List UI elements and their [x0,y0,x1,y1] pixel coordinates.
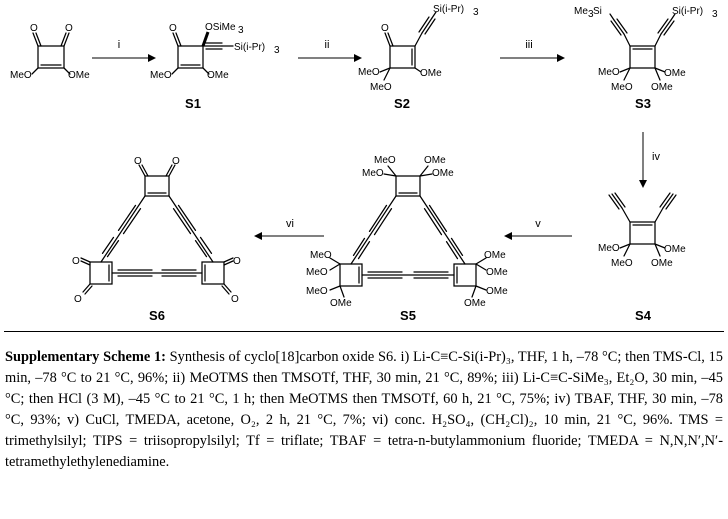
arrow-step-i [92,39,156,62]
svg-text:iii: iii [525,39,533,51]
label-s3: S3 [635,96,651,111]
svg-text:OMe: OMe [484,250,506,261]
svg-text:OMe: OMe [486,267,508,278]
svg-text:OMe: OMe [420,68,442,79]
svg-text:MeO: MeO [310,250,332,261]
svg-text:MeO: MeO [358,67,380,78]
svg-text:O: O [30,23,38,34]
svg-text:Si(i-Pr): Si(i-Pr) [234,42,266,53]
svg-text:MeO: MeO [370,82,392,93]
svg-text:MeO: MeO [362,168,384,179]
svg-text:MeO: MeO [374,155,396,166]
svg-text:3: 3 [274,45,280,56]
svg-text:O: O [231,294,239,305]
svg-text:3: 3 [588,9,594,20]
caption-body: Synthesis of cyclo[18]carbon oxide S6. i) Li-C≡C-Si(i-Pr)₃, THF, 1 h, –78 °C; then TMS-Cl, 15 min, –78 °C to 21 °C, 96%; ii) MeOTMS then TMSOTf, THF, 30 min, 21 °C, 89%; iii) Li-C≡C-SiMe₃, Et₂O, 30 min, –45 °C; then HCl (3 M), –45 °C to 21 °C, 1 h; then MeOTMS then TMSOTf, 60 h, 21 °C, 75%; iv) TBAF, THF, 30 min, –78 °C, 93%; v) CuCl, TMEDA, acetone, O₂, 2 h, 21 °C, 7%; vi) conc. H₂SO₄, (CH₂Cl)₂, 10 min, 21 °C, 96%. TMS = trimethylsilyl; TIPS = triisopropylsilyl; Tf = triflate; TBAF = tetra-n-butylammonium fluoride; TMEDA = N,N,N′,N′-tetramethylethylenediamine. [5,349,723,470]
label-s4: S4 [635,308,651,323]
svg-text:O: O [65,23,73,34]
svg-text:3: 3 [473,7,479,18]
svg-text:MeO: MeO [598,243,620,254]
compound-s5 [306,155,508,323]
compound-s3 [574,6,718,111]
svg-text:vi: vi [286,218,294,230]
svg-text:v: v [535,218,541,230]
svg-text:Me: Me [574,6,588,17]
svg-text:3: 3 [712,9,718,20]
svg-text:OMe: OMe [486,286,508,297]
svg-text:OMe: OMe [664,68,686,79]
label-s1: S1 [185,96,201,111]
arrow-step-vi [254,218,324,240]
arrow-step-iv [639,132,660,188]
svg-text:MeO: MeO [10,70,32,81]
svg-text:MeO: MeO [150,70,172,81]
svg-text:OMe: OMe [330,298,352,309]
svg-text:OSiMe: OSiMe [205,22,236,33]
label-s5: S5 [400,308,416,323]
svg-text:OMe: OMe [664,244,686,255]
svg-text:O: O [134,156,142,167]
compound-s1 [150,22,280,111]
caption-divider [4,331,724,332]
svg-text:OMe: OMe [432,168,454,179]
compound-s2 [358,4,479,111]
svg-text:ii: ii [324,39,330,51]
arrow-step-v [504,218,572,240]
scheme-caption [5,347,723,473]
svg-text:OMe: OMe [68,70,90,81]
svg-text:i: i [117,39,121,51]
compound-s6 [72,156,241,323]
starting-squarate [10,23,90,81]
svg-text:O: O [233,256,241,267]
svg-text:OMe: OMe [464,298,486,309]
arrow-step-iii [500,39,565,62]
svg-text:MeO: MeO [306,267,328,278]
svg-text:Si(i-Pr): Si(i-Pr) [672,6,704,17]
svg-text:O: O [172,156,180,167]
svg-text:O: O [381,23,389,34]
label-s6: S6 [149,308,165,323]
svg-text:3: 3 [238,25,244,36]
caption-lead: Supplementary Scheme 1: [5,349,166,365]
svg-text:OMe: OMe [424,155,446,166]
svg-text:MeO: MeO [611,82,633,93]
svg-text:MeO: MeO [611,258,633,269]
svg-text:OMe: OMe [651,258,673,269]
svg-text:O: O [169,23,177,34]
svg-text:iv: iv [652,151,660,163]
svg-text:MeO: MeO [306,286,328,297]
svg-text:OMe: OMe [651,82,673,93]
svg-text:MeO: MeO [598,67,620,78]
compound-s4 [598,193,686,323]
svg-text:O: O [74,294,82,305]
svg-text:OMe: OMe [207,70,229,81]
arrow-step-ii [298,39,362,62]
svg-text:Si(i-Pr): Si(i-Pr) [433,4,465,15]
label-s2: S2 [394,96,410,111]
svg-text:O: O [72,256,80,267]
svg-text:Si: Si [593,6,602,17]
